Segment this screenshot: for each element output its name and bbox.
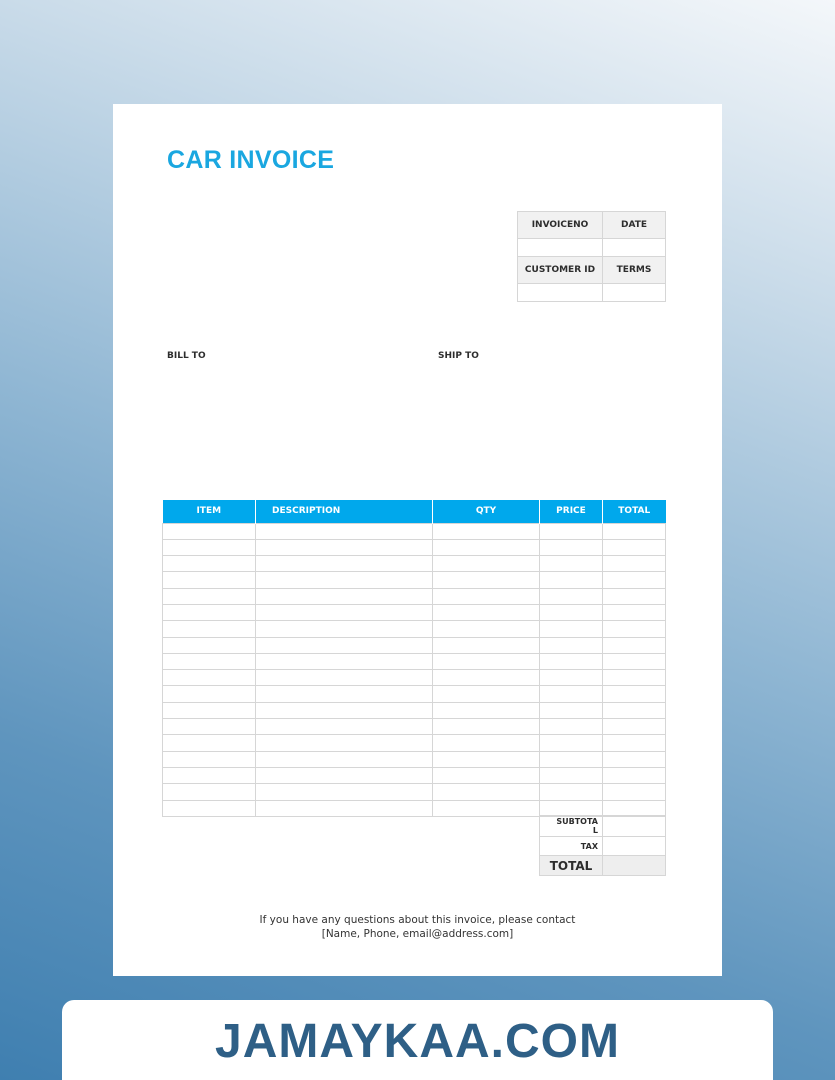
cell-item[interactable]: [163, 572, 256, 588]
cell-item[interactable]: [163, 604, 256, 620]
footer-line-1: If you have any questions about this invoice, please contact: [259, 914, 576, 926]
cell-description[interactable]: [256, 621, 433, 637]
cell-total[interactable]: [603, 670, 666, 686]
table-row: [163, 621, 666, 637]
invoice-no-label: INVOICENO: [518, 212, 603, 239]
cell-qty[interactable]: [433, 523, 540, 539]
total-label: TOTAL: [540, 856, 603, 876]
cell-qty[interactable]: [433, 800, 540, 816]
cell-price[interactable]: [540, 556, 603, 572]
ship-to-label: SHIP TO: [438, 351, 479, 361]
cell-qty[interactable]: [433, 653, 540, 669]
customer-id-label: CUSTOMER ID: [518, 257, 603, 284]
cell-total[interactable]: [603, 539, 666, 555]
cell-description[interactable]: [256, 523, 433, 539]
cell-price[interactable]: [540, 686, 603, 702]
total-field[interactable]: [603, 856, 666, 876]
cell-qty[interactable]: [433, 588, 540, 604]
column-header-total: TOTAL: [603, 500, 666, 523]
cell-qty[interactable]: [433, 719, 540, 735]
cell-price[interactable]: [540, 572, 603, 588]
cell-description[interactable]: [256, 784, 433, 800]
cell-total[interactable]: [603, 572, 666, 588]
cell-item[interactable]: [163, 539, 256, 555]
invoice-meta-table: [517, 211, 666, 302]
subtotal-label-text: SUBTOTA L: [556, 817, 598, 835]
cell-qty[interactable]: [433, 637, 540, 653]
cell-description[interactable]: [256, 637, 433, 653]
cell-total[interactable]: [603, 621, 666, 637]
cell-qty[interactable]: [433, 735, 540, 751]
cell-description[interactable]: [256, 751, 433, 767]
cell-total[interactable]: [603, 686, 666, 702]
totals-table: [539, 815, 666, 876]
table-row: [163, 751, 666, 767]
cell-price[interactable]: [540, 621, 603, 637]
cell-price[interactable]: [540, 670, 603, 686]
cell-total[interactable]: [603, 702, 666, 718]
cell-description[interactable]: [256, 670, 433, 686]
cell-description[interactable]: [256, 604, 433, 620]
cell-description[interactable]: [256, 767, 433, 783]
terms-label: TERMS: [603, 257, 666, 284]
cell-price[interactable]: [540, 588, 603, 604]
cell-price[interactable]: [540, 767, 603, 783]
cell-qty[interactable]: [433, 572, 540, 588]
table-row: [163, 670, 666, 686]
cell-item[interactable]: [163, 653, 256, 669]
cell-qty[interactable]: [433, 556, 540, 572]
brand-logo-text: JAMAYKAA.COM: [215, 1015, 620, 1068]
cell-total[interactable]: [603, 800, 666, 816]
cell-price[interactable]: [540, 719, 603, 735]
invoice-page: [113, 104, 722, 976]
cell-item[interactable]: [163, 670, 256, 686]
cell-qty[interactable]: [433, 784, 540, 800]
cell-qty[interactable]: [433, 686, 540, 702]
cell-item[interactable]: [163, 621, 256, 637]
table-row: [163, 719, 666, 735]
cell-item[interactable]: [163, 767, 256, 783]
bill-to-label: BILL TO: [167, 351, 206, 361]
column-header-price: PRICE: [540, 500, 603, 523]
table-row: [163, 539, 666, 555]
subtotal-field[interactable]: [603, 816, 666, 837]
table-row: [163, 653, 666, 669]
cell-description[interactable]: [256, 800, 433, 816]
cell-item[interactable]: [163, 735, 256, 751]
cell-description[interactable]: [256, 686, 433, 702]
line-items-body: [163, 523, 666, 816]
cell-item[interactable]: [163, 686, 256, 702]
cell-item[interactable]: [163, 523, 256, 539]
cell-description[interactable]: [256, 572, 433, 588]
date-label: DATE: [603, 212, 666, 239]
cell-item[interactable]: [163, 784, 256, 800]
table-row: [163, 572, 666, 588]
column-header-description: DESCRIPTION: [256, 500, 433, 523]
line-items-table: [162, 500, 666, 817]
subtotal-label: [540, 816, 603, 837]
cell-qty[interactable]: [433, 670, 540, 686]
table-row: [163, 735, 666, 751]
table-row: [163, 686, 666, 702]
date-field[interactable]: [603, 239, 666, 257]
cell-qty[interactable]: [433, 621, 540, 637]
cell-item[interactable]: [163, 719, 256, 735]
invoice-title: CAR INVOICE: [167, 146, 335, 174]
cell-total[interactable]: [603, 588, 666, 604]
footer-note: [113, 913, 722, 941]
table-row: [163, 767, 666, 783]
table-row: [163, 604, 666, 620]
cell-description[interactable]: [256, 702, 433, 718]
cell-price[interactable]: [540, 735, 603, 751]
cell-total[interactable]: [603, 719, 666, 735]
cell-price[interactable]: [540, 751, 603, 767]
cell-price[interactable]: [540, 784, 603, 800]
table-row: [163, 702, 666, 718]
cell-description[interactable]: [256, 653, 433, 669]
table-row: [163, 588, 666, 604]
cell-total[interactable]: [603, 784, 666, 800]
watermark-banner: [62, 1000, 773, 1080]
cell-price[interactable]: [540, 637, 603, 653]
cell-price[interactable]: [540, 523, 603, 539]
footer-line-2: [Name, Phone, email@address.com]: [321, 928, 514, 940]
cell-item[interactable]: [163, 637, 256, 653]
cell-qty[interactable]: [433, 751, 540, 767]
customer-id-field[interactable]: [518, 284, 603, 302]
cell-total[interactable]: [603, 735, 666, 751]
cell-qty[interactable]: [433, 702, 540, 718]
table-row: [163, 800, 666, 816]
cell-price[interactable]: [540, 800, 603, 816]
cell-item[interactable]: [163, 751, 256, 767]
column-header-qty: QTY: [433, 500, 540, 523]
cell-qty[interactable]: [433, 539, 540, 555]
cell-description[interactable]: [256, 719, 433, 735]
cell-price[interactable]: [540, 702, 603, 718]
cell-total[interactable]: [603, 604, 666, 620]
cell-description[interactable]: [256, 735, 433, 751]
invoice-no-field[interactable]: [518, 239, 603, 257]
cell-price[interactable]: [540, 653, 603, 669]
table-row: [163, 523, 666, 539]
tax-field[interactable]: [603, 837, 666, 856]
cell-total[interactable]: [603, 523, 666, 539]
table-row: [163, 637, 666, 653]
cell-total[interactable]: [603, 653, 666, 669]
cell-price[interactable]: [540, 539, 603, 555]
cell-price[interactable]: [540, 604, 603, 620]
table-row: [163, 556, 666, 572]
cell-item[interactable]: [163, 702, 256, 718]
cell-description[interactable]: [256, 539, 433, 555]
cell-description[interactable]: [256, 588, 433, 604]
cell-item[interactable]: [163, 800, 256, 816]
cell-total[interactable]: [603, 751, 666, 767]
cell-item[interactable]: [163, 588, 256, 604]
cell-total[interactable]: [603, 767, 666, 783]
column-header-item: ITEM: [163, 500, 256, 523]
cell-qty[interactable]: [433, 767, 540, 783]
table-row: [163, 784, 666, 800]
tax-label: TAX: [540, 837, 603, 856]
cell-total[interactable]: [603, 556, 666, 572]
cell-item[interactable]: [163, 556, 256, 572]
cell-description[interactable]: [256, 556, 433, 572]
cell-total[interactable]: [603, 637, 666, 653]
terms-field[interactable]: [603, 284, 666, 302]
cell-qty[interactable]: [433, 604, 540, 620]
